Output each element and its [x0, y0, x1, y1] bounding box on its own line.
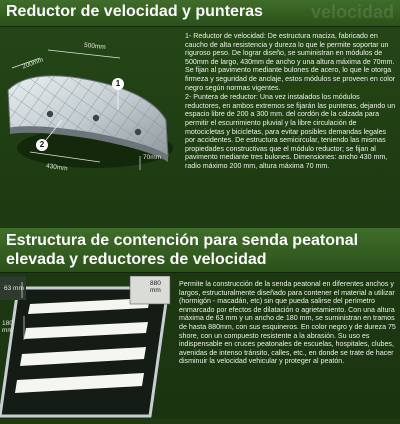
dim-880-label: 880 mm: [150, 280, 161, 294]
speed-bump-figure: [0, 28, 180, 226]
paragraph-reductor: 1- Reductor de velocidad: De estructura maciza, fabricado en caucho de alta resistencia y dureza lo que le permite soportar un riguroso peso. De lograr diseño, se suministran en módulos de 500mm de largo, 430mm de ancho y una altura máxima de 70mm. Se fijan al pavimento mediante bulones de acero, lo que le otorga firmeza y seguridad de anclaje, estos módulos se proveen en color negro según normas vigentes.: [185, 32, 396, 92]
speed-bump-illustration: [0, 28, 180, 226]
dim-180-label: 180 mm: [2, 320, 13, 334]
section1-header: [0, 0, 400, 26]
section2-description: [179, 280, 397, 418]
crosswalk-figure: [0, 276, 176, 419]
marker-1: 1: [112, 78, 124, 90]
section1-description: [185, 32, 397, 222]
paragraph-puntera: 2- Puntera de reductor: Una vez instalados los módulos reductores, en ambos extremos se fijarán las punteras, dejando un espacio libre de 200 a 300 mm. del cordón de la calzada para permitir el escurrimiento pluvial y la libre circulación de motocicletas y bicicletas, para evitar posibles demandas legales por accidentes. De estructura semicircular, teniendo las mismas propiedades constructivas que el módulo reductor; se fijan al pavimento mediante tres bulones. Dimensiones: ancho 430 mm, radio máximo 200 mm, altura máxima 70 mm.: [185, 93, 396, 170]
section2-title: Estructura de contención para senda peatonal elevada y reductores de velocidad: [6, 232, 359, 268]
paragraph-estructura: Permite la construcción de la senda peatonal en diferentes anchos y largos, estructuralmente diseñado para contener el material a utilizar (hormigón - macadán, etc) sin que pueda salirse del perímetro enmarcado por efectos de dilatación o agrietamiento. Con una altura máxima de 63 mm y un ancho de 180 mm, se suministran en tramos de hasta 880mm, con sus esquineros. En color negro y de dureza 75 shore, con un compuesto resistente a la abrasión. Su uso es indispensable en cruces peatonales de escuelas, hospitales, clubes, avenidas de intenso tránsito, calles, etc., en donde se trate de hacer disminuir la velocidad vehicular y proteger al peatón.: [179, 280, 396, 366]
section2-header: [0, 228, 400, 272]
marker-2: 2: [36, 139, 48, 151]
dim-70-label: 70mm: [143, 154, 162, 161]
dim-63-label: 63 mm: [4, 285, 24, 292]
dim-500-label: 500mm: [83, 41, 106, 52]
header-watermark: velocidad: [310, 2, 394, 22]
dim-430-label: 430mm: [45, 162, 69, 173]
dim-200-label: 200mm: [21, 56, 45, 71]
section1-title: Reductor de velocidad y punteras: [6, 3, 263, 20]
crosswalk-illustration: [0, 276, 176, 419]
